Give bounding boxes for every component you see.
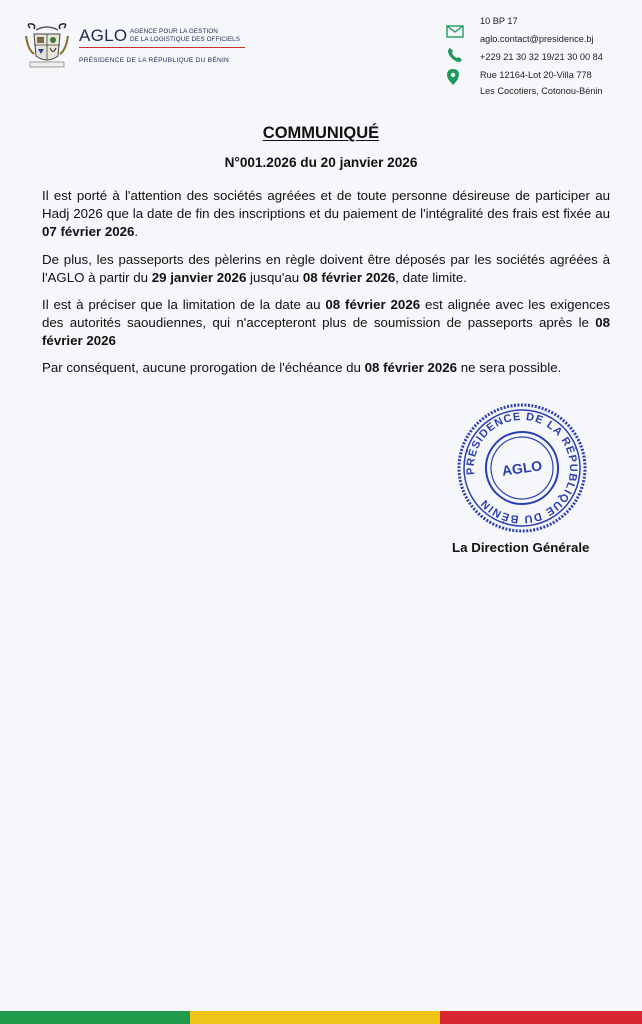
p2-end: , date limite. xyxy=(395,270,467,285)
paragraph-2 xyxy=(42,251,610,287)
email-text: aglo.contact@presidence.bj xyxy=(480,34,594,44)
p2-middle: jusqu'au xyxy=(246,270,303,285)
p2-end-date: 08 février 2026 xyxy=(302,270,396,285)
benin-coat-of-arms-icon xyxy=(22,20,72,70)
stamp-ring-text: PRÉSIDENCE DE LA RÉPUBLIQUE DU BÉNIN xyxy=(464,410,580,526)
phone-icon xyxy=(446,46,464,64)
p4-date: 08 février 2026 xyxy=(364,360,458,375)
p4-end: ne sera possible. xyxy=(457,360,562,375)
address-line1: Rue 12164-Lot 20-Villa 778 xyxy=(480,70,592,80)
official-stamp xyxy=(454,400,590,536)
title-text: COMMUNIQUÉ xyxy=(262,124,380,142)
p4-text: Par conséquent, aucune prorogation de l'échéance du xyxy=(42,360,365,375)
page-title xyxy=(0,124,642,143)
mail-icon xyxy=(446,25,464,38)
p3-middle: est alignée avec les exigences des autorités saoudiennes, qui n'accepteront plus de soumission de passeports après le xyxy=(42,297,610,330)
p1-text: Il est porté à l'attention des sociétés agréées et de toute personne désireuse de participer au Hadj 2026 que la date de fin des inscriptions et du paiement de l'intégralité des frais est fixée au xyxy=(42,188,610,221)
p3-date-1: 08 février 2026 xyxy=(325,297,421,312)
flag-green-band xyxy=(0,1011,190,1024)
address-line2: Les Cocotiers, Cotonou-Bénin xyxy=(480,86,603,96)
paragraph-4 xyxy=(42,359,610,377)
p2-text: De plus, les passeports des pèlerins en règle doivent être déposés par les sociétés agréées à l'AGLO à partir du xyxy=(42,252,610,285)
reference-number: N°001.2026 du 20 janvier 2026 xyxy=(224,155,418,170)
paragraph-1 xyxy=(42,187,610,241)
p1-end: . xyxy=(134,224,139,239)
phone-text: +229 21 30 32 19/21 30 00 84 xyxy=(480,52,603,62)
p3-date-2: 08 février 2026 xyxy=(42,315,610,348)
p3-text: Il est à préciser que la limitation de la date au xyxy=(42,297,326,312)
brand-subtitle xyxy=(130,28,240,44)
po-box-text: 10 BP 17 xyxy=(480,16,518,26)
p2-start-date: 29 janvier 2026 xyxy=(151,270,247,285)
stamp-center-text: AGLO xyxy=(500,457,544,479)
flag-yellow-band xyxy=(190,1011,440,1024)
brand-subtitle-line1: AGENCE POUR LA GESTION xyxy=(130,28,218,35)
location-pin-icon xyxy=(446,68,460,86)
p1-date: 07 février 2026 xyxy=(42,224,135,239)
signature: La Direction Générale xyxy=(452,540,590,555)
flag-red-band xyxy=(440,1011,642,1024)
aglo-logo xyxy=(22,20,272,76)
presidency-label: PRÉSIDENCE DE LA RÉPUBLIQUE DU BÉNIN xyxy=(79,57,230,64)
brand-subtitle-line2: DE LA LOGISTIQUE DES OFFICIELS xyxy=(130,36,241,43)
brand-divider xyxy=(79,47,245,48)
paragraph-3 xyxy=(42,296,610,350)
brand-name: AGLO xyxy=(79,26,128,45)
flag-stripe xyxy=(0,1011,642,1024)
